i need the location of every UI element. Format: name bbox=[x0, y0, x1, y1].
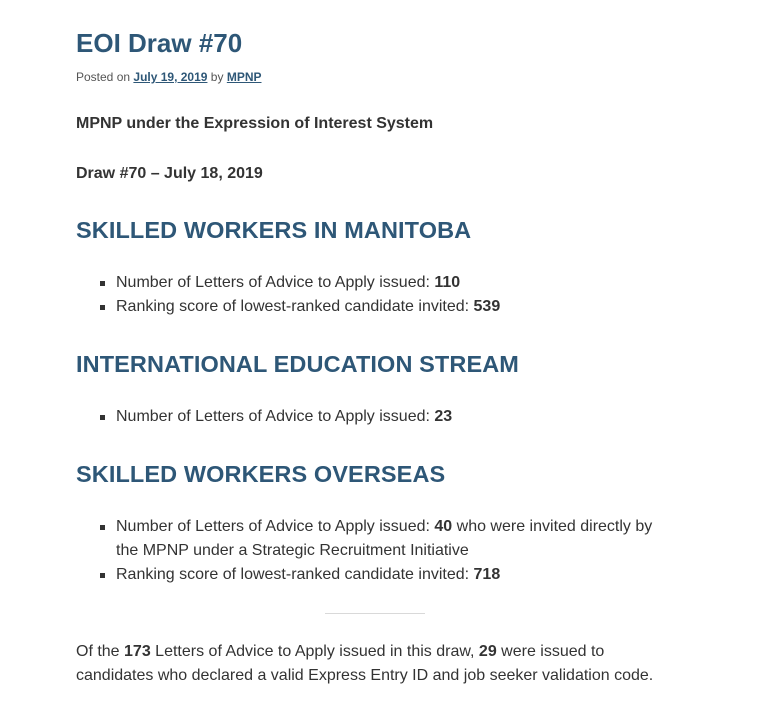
section-list-skilled-workers-manitoba bbox=[76, 271, 676, 319]
item-value: 539 bbox=[473, 298, 501, 315]
section-title-skilled-workers-overseas: SKILLED WORKERS OVERSEAS bbox=[76, 461, 446, 487]
summary-paragraph: Of the 173 Letters of Advice to Apply issued in this draw, 29 were issued to candidates who declared a valid Express Entry ID and job seeker validation code. bbox=[76, 643, 654, 684]
section-title-international-education-stream: INTERNATIONAL EDUCATION STREAM bbox=[76, 351, 519, 377]
list-item: Number of Letters of Advice to Apply issued: 110 bbox=[76, 271, 676, 295]
post-meta bbox=[76, 69, 262, 85]
author-link[interactable]: MPNP bbox=[226, 70, 262, 84]
list-item: Ranking score of lowest-ranked candidate invited: 539 bbox=[76, 295, 676, 319]
by-label: by bbox=[210, 70, 224, 84]
list-item: Number of Letters of Advice to Apply issued: 40 who were invited directly by the MPNP under a Strategic Recruitment Initiative bbox=[76, 515, 676, 563]
summary-total: 173 bbox=[124, 643, 151, 660]
item-value: 23 bbox=[434, 408, 453, 425]
divider bbox=[325, 613, 425, 614]
summary-express-count: 29 bbox=[478, 643, 497, 660]
posted-on-label: Posted on bbox=[76, 70, 131, 84]
section-list-skilled-workers-overseas bbox=[76, 515, 676, 587]
item-value: 40 bbox=[434, 518, 453, 535]
section-title-skilled-workers-manitoba: SKILLED WORKERS IN MANITOBA bbox=[76, 217, 472, 243]
draw-line: Draw #70 – July 18, 2019 bbox=[76, 165, 263, 182]
list-item: Number of Letters of Advice to Apply issued: 23 bbox=[76, 405, 676, 429]
page-title: EOI Draw #70 bbox=[76, 28, 243, 58]
section-list-international-education-stream bbox=[76, 405, 676, 429]
post-date-link[interactable]: July 19, 2019 bbox=[133, 70, 208, 84]
item-value: 110 bbox=[434, 274, 461, 291]
item-value: 718 bbox=[473, 566, 501, 583]
intro-heading: MPNP under the Expression of Interest System bbox=[76, 115, 434, 132]
list-item: Ranking score of lowest-ranked candidate invited: 718 bbox=[76, 563, 676, 587]
